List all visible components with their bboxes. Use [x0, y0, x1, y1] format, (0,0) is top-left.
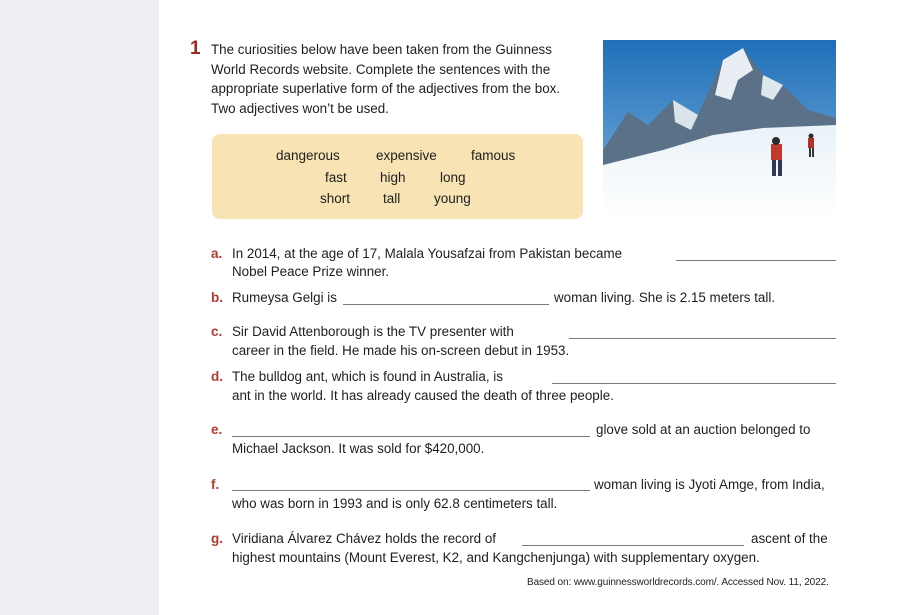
adjective: expensive	[376, 148, 437, 163]
item-letter: a.	[211, 246, 223, 261]
answer-blank[interactable]	[343, 304, 549, 305]
item-text: In 2014, at the age of 17, Malala Yousafzai from Pakistan became	[232, 246, 623, 261]
item-text: career in the field. He made his on-screen debut in 1953.	[232, 343, 570, 358]
adjective: fast	[325, 170, 347, 185]
instruction-line: Two adjectives won’t be used.	[211, 100, 389, 116]
item-text: glove sold at an auction belonged to	[596, 422, 811, 437]
source-citation: Based on: www.guinnessworldrecords.com/. Accessed Nov. 11, 2022.	[527, 577, 829, 588]
item-letter: b.	[211, 290, 223, 305]
item-text: ascent of the	[751, 531, 828, 546]
item-text: Rumeysa Gelgi is	[232, 290, 337, 305]
item-text: Nobel Peace Prize winner.	[232, 264, 390, 279]
answer-blank[interactable]	[676, 260, 836, 261]
instruction-line: The curiosities below have been taken from the Guinness	[211, 42, 552, 57]
answer-blank[interactable]	[552, 383, 836, 384]
item-letter: c.	[211, 324, 223, 339]
mountain-climbers-photo	[603, 40, 836, 218]
adjective: short	[320, 191, 351, 206]
item-letter: g.	[211, 531, 223, 546]
instruction-line: appropriate superlative form of the adjectives from the box.	[211, 81, 561, 96]
item-text: woman living. She is 2.15 meters tall.	[554, 290, 776, 305]
adjective: high	[380, 170, 406, 185]
item-letter: d.	[211, 369, 223, 384]
answer-blank[interactable]	[569, 338, 836, 339]
exercise-instructions	[211, 40, 591, 118]
answer-blank[interactable]	[522, 545, 744, 546]
left-margin-panel	[0, 0, 159, 615]
adjective: tall	[383, 191, 401, 206]
item-text: Michael Jackson. It was sold for $420,000.	[232, 441, 485, 456]
item-text: woman living is Jyoti Amge, from India,	[594, 477, 825, 492]
adjective: dangerous	[276, 148, 340, 163]
instruction-line: World Records website. Complete the sentences with the	[211, 61, 551, 77]
item-text: ant in the world. It has already caused the death of three people.	[232, 388, 614, 403]
item-letter: e.	[211, 422, 223, 437]
item-text: highest mountains (Mount Everest, K2, and Kangchenjunga) with supplementary oxygen.	[232, 550, 760, 565]
adjective: long	[440, 170, 466, 185]
item-letter: f.	[211, 477, 220, 492]
item-text: Viridiana Álvarez Chávez holds the record of	[232, 531, 496, 546]
item-text: who was born in 1993 and is only 62.8 centimeters tall.	[232, 496, 558, 511]
word-box	[212, 134, 583, 219]
adjective: young	[434, 191, 471, 206]
exercise-number: 1	[190, 38, 201, 59]
answer-blank[interactable]	[232, 436, 590, 437]
answer-blank[interactable]	[232, 490, 590, 491]
item-text: The bulldog ant, which is found in Australia, is	[232, 369, 503, 384]
adjective: famous	[471, 148, 516, 163]
item-text: Sir David Attenborough is the TV presenter with	[232, 324, 514, 339]
